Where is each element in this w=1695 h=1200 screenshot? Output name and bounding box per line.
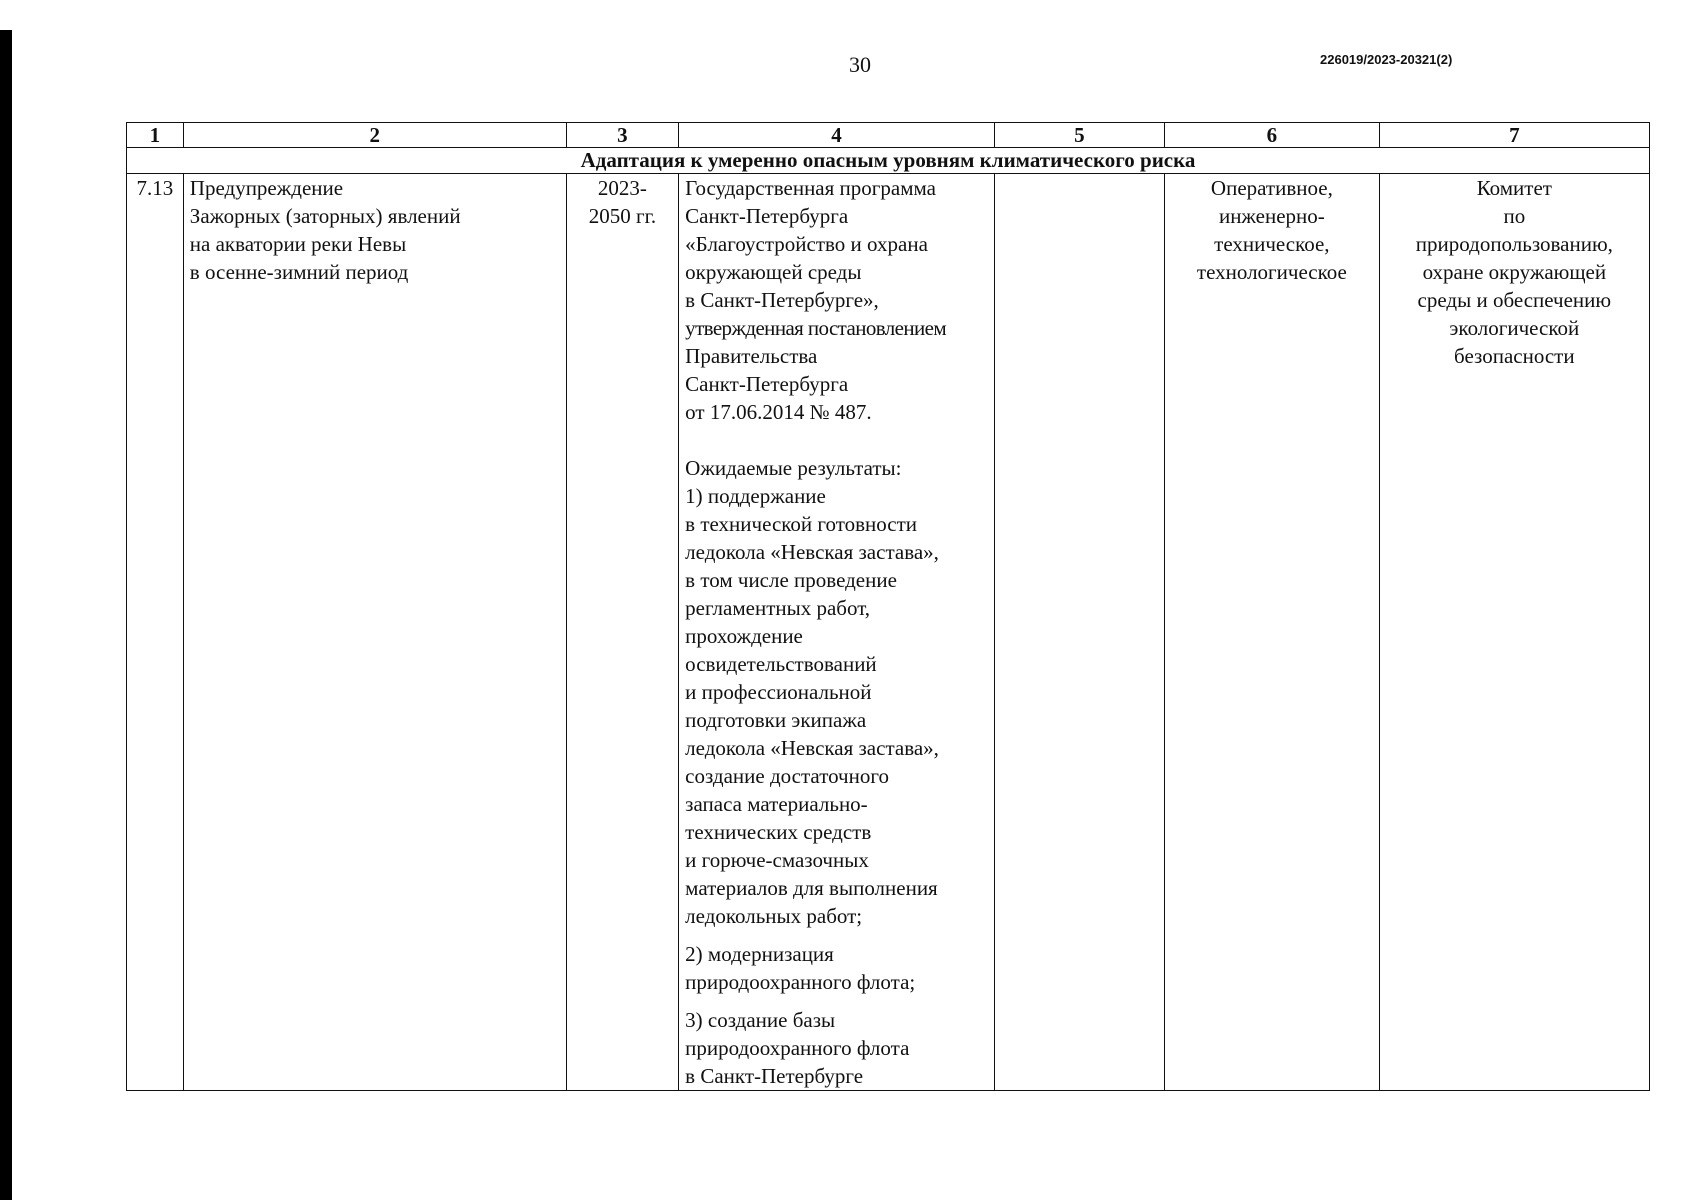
column-number: 6: [1165, 123, 1380, 148]
column-number: 3: [566, 123, 679, 148]
responsible-line: экологической: [1449, 316, 1580, 340]
scan-edge-border: [0, 30, 12, 1200]
blank-line: [685, 426, 988, 454]
column-number: 1: [127, 123, 184, 148]
result-line: в том числе проведение: [685, 568, 897, 592]
responsible-line: среды и обеспечению: [1417, 288, 1612, 312]
result-line: прохождение: [685, 624, 803, 648]
result-line: материалов для выполнения: [685, 876, 938, 900]
period-line: 2050 гг.: [588, 204, 657, 228]
measure-cell: [183, 174, 566, 1091]
measure-type-line: инженерно-: [1218, 204, 1325, 228]
program-line: Правительства: [685, 344, 818, 368]
measure-type-line: Оперативное,: [1210, 176, 1333, 200]
result-line: запаса материально-: [685, 792, 868, 816]
result-line: технических средств: [685, 820, 872, 844]
program-line: Государственная программа: [685, 176, 936, 200]
result-line: ледокола «Невская застава»,: [685, 540, 939, 564]
result-line: и профессиональной: [685, 680, 872, 704]
measure-line: Предупреждение: [189, 176, 344, 200]
measure-type-cell: [1165, 174, 1380, 1091]
measure-line: на акватории реки Невы: [189, 232, 407, 256]
result-line: создание достаточного: [685, 764, 889, 788]
measures-table: [126, 122, 1650, 1091]
paragraph-gap: [685, 996, 988, 1006]
program-line: окружающей среды: [685, 260, 862, 284]
period-line: 2023-: [597, 176, 647, 200]
result-line: ледокола «Невская застава»,: [685, 736, 939, 760]
row-number: 7.13: [127, 174, 184, 1091]
result-line: 2) модернизация: [685, 942, 834, 966]
result-line: 3) создание базы: [685, 1008, 836, 1032]
result-line: в технической готовности: [685, 512, 918, 536]
results-heading: Ожидаемые результаты:: [685, 456, 902, 480]
responsible-line: охране окружающей: [1422, 260, 1607, 284]
column-number-row: [127, 123, 1650, 148]
result-line: в Санкт-Петербурге: [685, 1064, 864, 1088]
paragraph-gap: [685, 930, 988, 940]
responsible-line: безопасности: [1454, 344, 1575, 368]
program-line: Санкт-Петербурга: [685, 372, 849, 396]
program-line: «Благоустройство и охрана: [685, 232, 928, 256]
program-line: Санкт-Петербурга: [685, 204, 849, 228]
page-number: 30: [849, 52, 871, 77]
responsible-line: природопользованию,: [1415, 232, 1613, 256]
column-number: 4: [679, 123, 995, 148]
responsible-line: Комитет: [1476, 176, 1552, 200]
measure-line: в осенне-зимний период: [189, 260, 409, 284]
result-line: 1) поддержание: [685, 484, 826, 508]
result-line: подготовки экипажа: [685, 708, 867, 732]
section-row: [127, 148, 1650, 174]
result-line: природоохранного флота: [685, 1036, 910, 1060]
result-line: регламентных работ,: [685, 596, 871, 620]
column-number: 7: [1379, 123, 1649, 148]
measure-line: Зажорных (заторных) явлений: [189, 204, 461, 228]
column-number: 5: [994, 123, 1164, 148]
table-row: [127, 174, 1650, 1091]
result-line: природоохранного флота;: [685, 970, 916, 994]
column-5-cell: [994, 174, 1164, 1091]
program-line: от 17.06.2014 № 487.: [685, 400, 872, 424]
responsible-cell: [1379, 174, 1649, 1091]
program-line: в Санкт-Петербурге»,: [685, 288, 879, 312]
measure-type-line: техническое,: [1214, 232, 1330, 256]
result-line: ледокольных работ;: [685, 904, 863, 928]
program-cell: [679, 174, 995, 1091]
responsible-line: по: [1503, 204, 1526, 228]
program-line: утвержденная постановлением: [685, 316, 947, 340]
section-title: Адаптация к умеренно опасным уровням климатического риска: [127, 148, 1650, 174]
measure-type-line: технологическое: [1196, 260, 1347, 284]
result-line: освидетельствований: [685, 652, 877, 676]
column-number: 2: [183, 123, 566, 148]
document-code: 226019/2023-20321(2): [1320, 52, 1453, 67]
period-cell: [566, 174, 679, 1091]
result-line: и горюче-смазочных: [685, 848, 869, 872]
